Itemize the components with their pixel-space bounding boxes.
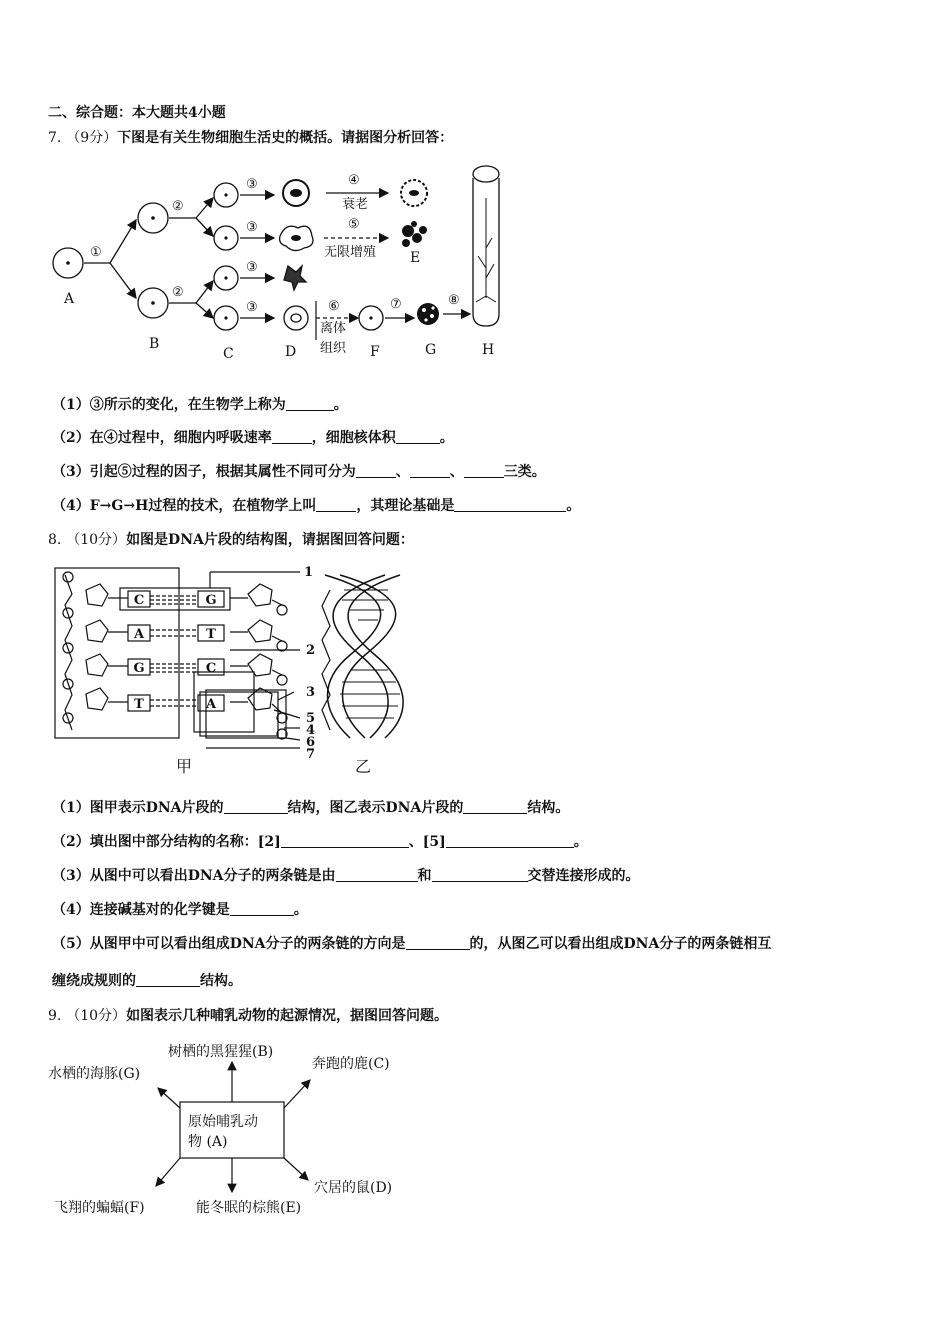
label-chimp: 树栖的黑猩猩(B) — [168, 1044, 274, 1060]
num-4: 4 — [306, 723, 316, 738]
step-6: ⑥ — [328, 299, 340, 314]
q8-sub-4 — [52, 901, 308, 919]
q7-cell-life-figure — [48, 158, 518, 363]
q8-sub-3-mid: 和 — [417, 868, 432, 884]
q7-sub-3 — [52, 463, 546, 481]
q8-score: （10分） — [66, 532, 127, 548]
step-2a: ② — [172, 199, 184, 214]
q8-stem: 如图是DNA片段的结构图，请据图回答问题： — [126, 532, 414, 548]
label-proliferation: 无限增殖 — [324, 245, 377, 260]
q8-sub-4-end: 。 — [293, 902, 308, 918]
answer-blank[interactable] — [224, 799, 288, 814]
q7-score: （9分） — [66, 130, 118, 146]
label-isolated-2: 组织 — [320, 341, 347, 356]
q7-sub-4-mid: ，其理论基础是 — [356, 498, 455, 514]
answer-blank[interactable] — [406, 935, 470, 950]
q8-header — [48, 531, 414, 549]
step-8: ⑧ — [448, 293, 460, 308]
q8-sub-5-cont — [52, 972, 242, 990]
label-bear: 能冬眠的棕熊(E) — [196, 1200, 302, 1216]
num-5: 5 — [306, 711, 316, 726]
q7-stem: 下图是有关生物细胞生活史的概括。请据图分析回答： — [117, 130, 454, 146]
q7-sub-2-end: 。 — [439, 430, 454, 446]
q7-sub-1 — [52, 396, 348, 414]
answer-blank[interactable] — [410, 463, 450, 478]
step-3c: ③ — [246, 260, 258, 275]
q7-sub-1-end: 。 — [333, 397, 348, 413]
center-label-1: 原始哺乳动 — [188, 1114, 258, 1130]
base-right-3: C — [205, 661, 217, 676]
q7-sub-3-sep: 、 — [395, 464, 410, 480]
num-7: 7 — [306, 747, 316, 762]
q9-score: （10分） — [66, 1008, 127, 1024]
q8-sub-2 — [52, 833, 588, 851]
num-6: 6 — [306, 735, 316, 750]
q8-sub-3 — [52, 867, 640, 885]
letter-a: A — [64, 291, 75, 307]
letter-c: C — [223, 346, 234, 362]
q8-sub-1-text: （1）图甲表示DNA片段的 — [52, 800, 224, 816]
letter-h: H — [482, 342, 495, 358]
step-3a: ③ — [246, 177, 258, 192]
answer-blank[interactable] — [464, 463, 504, 478]
q8-sub-1 — [52, 799, 569, 817]
num-3: 3 — [306, 685, 316, 700]
q8-sub-5-cont-end: 结构。 — [200, 973, 242, 989]
q7-header — [48, 129, 453, 147]
q7-sub-3-end: 三类。 — [503, 464, 546, 480]
label-yi: 乙 — [355, 757, 372, 776]
q7-sub-2-text: （2）在④过程中，细胞内呼吸速率 — [52, 430, 272, 446]
q8-sub-3-text: （3）从图中可以看出DNA分子的两条链是由 — [52, 868, 336, 884]
q9-stem: 如图表示几种哺乳动物的起源情况，据图回答问题。 — [126, 1008, 449, 1024]
q8-sub-2-text: （2）填出图中部分结构的名称：[2] — [52, 834, 281, 850]
base-left-2: A — [133, 627, 145, 642]
base-left-4: T — [134, 697, 144, 712]
answer-blank[interactable] — [272, 429, 312, 444]
q7-number: 7. — [48, 130, 62, 146]
letter-e: E — [410, 250, 421, 266]
label-aging: 衰老 — [342, 197, 369, 212]
label-isolated-1: 离体 — [320, 321, 347, 336]
q7-sub-3-sep: 、 — [449, 464, 464, 480]
answer-blank[interactable] — [136, 972, 200, 987]
label-mouse: 穴居的鼠(D) — [314, 1180, 393, 1196]
step-3b: ③ — [246, 220, 258, 235]
step-5: ⑤ — [348, 217, 360, 232]
base-right-2: T — [206, 627, 216, 642]
q8-sub-5-text: （5）从图甲中可以看出组成DNA分子的两条链的方向是 — [52, 936, 406, 952]
q9-number: 9. — [48, 1008, 62, 1024]
letter-d: D — [285, 344, 297, 360]
base-right-1: G — [205, 593, 217, 608]
answer-blank[interactable] — [316, 497, 356, 512]
q7-sub-2-mid: ，细胞核体积 — [311, 430, 396, 446]
letter-g: G — [425, 342, 437, 358]
step-3d: ③ — [246, 300, 258, 315]
q8-sub-2-mid: 、[5] — [408, 834, 446, 850]
answer-blank[interactable] — [356, 463, 396, 478]
q8-sub-5 — [52, 935, 771, 953]
answer-blank[interactable] — [286, 396, 334, 411]
q7-sub-3-text: （3）引起⑤过程的因子，根据其属性不同可分为 — [52, 464, 356, 480]
q8-sub-5-mid: 的，从图乙可以看出组成DNA分子的两条链相互 — [469, 936, 772, 952]
label-jia: 甲 — [176, 757, 193, 776]
step-1: ① — [90, 245, 102, 260]
q7-sub-4-end: 。 — [566, 498, 581, 514]
q8-sub-3-end: 交替连接形成的。 — [527, 868, 640, 884]
step-7: ⑦ — [390, 297, 402, 312]
q8-number: 8. — [48, 532, 62, 548]
answer-blank[interactable] — [463, 799, 527, 814]
center-label-2: 物 (A) — [188, 1134, 228, 1150]
base-left-1: C — [133, 593, 145, 608]
q7-sub-4 — [52, 497, 580, 515]
q7-sub-1-text: （1）③所示的变化，在生物学上称为 — [52, 397, 286, 413]
answer-blank[interactable] — [396, 429, 440, 444]
section-title: 二、综合题：本大题共4小题 — [48, 105, 226, 121]
label-bat: 飞翔的蝙蝠(F) — [54, 1200, 145, 1216]
answer-blank[interactable] — [432, 867, 528, 882]
q8-sub-2-end: 。 — [573, 834, 588, 850]
letter-b: B — [149, 336, 160, 352]
step-2b: ② — [172, 285, 184, 300]
q8-sub-1-end: 结构。 — [527, 800, 570, 816]
q7-sub-2 — [52, 429, 454, 447]
label-deer: 奔跑的鹿(C) — [312, 1056, 390, 1072]
q9-header — [48, 1007, 448, 1025]
q8-sub-1-mid: 结构，图乙表示DNA片段的 — [287, 800, 464, 816]
base-right-4: A — [205, 697, 217, 712]
answer-blank[interactable] — [281, 833, 409, 848]
answer-blank[interactable] — [454, 497, 566, 512]
diff-cell-3 — [284, 266, 306, 290]
q8-dna-figure — [50, 560, 420, 780]
answer-blank[interactable] — [336, 867, 418, 882]
answer-blank[interactable] — [446, 833, 574, 848]
q8-sub-5-cont-text: 缠绕成规则的 — [52, 973, 136, 989]
num-1: 1 — [304, 565, 314, 580]
q8-sub-4-text: （4）连接碱基对的化学键是 — [52, 902, 230, 918]
label-dolphin: 水栖的海豚(G) — [48, 1066, 141, 1082]
num-2: 2 — [306, 643, 316, 658]
letter-f: F — [370, 344, 380, 360]
q9-mammal-origin-figure — [46, 1036, 426, 1226]
answer-blank[interactable] — [230, 901, 294, 916]
q7-sub-4-text: （4）F→G→H过程的技术，在植物学上叫 — [52, 498, 317, 514]
cell-d — [284, 306, 308, 330]
step-4: ④ — [348, 173, 360, 188]
base-left-3: G — [133, 661, 145, 676]
